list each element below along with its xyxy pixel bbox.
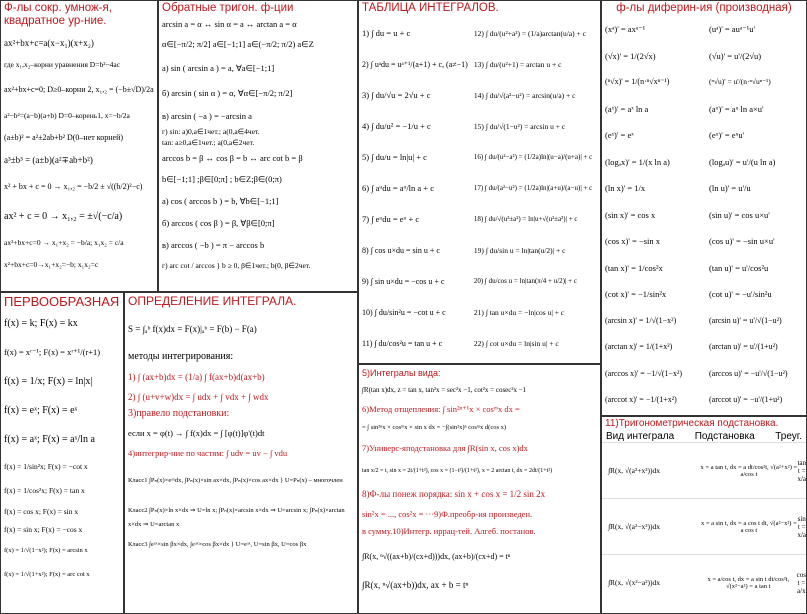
formula-list <box>1 311 123 587</box>
column-header: Вид интеграла <box>606 431 675 442</box>
formula-line: ∫R(x, ⁿ√(ax+b))dx, ax + b = tⁿ <box>362 580 469 590</box>
derivative-formula: (xᵃ)' = axᵃ⁻¹ <box>605 24 646 34</box>
formula-line: б) arccos ( cos β ) = β, ∀β∈[0;π] <box>162 218 275 228</box>
panel-title: ТАБЛИЦА ИНТЕГРАЛОВ. <box>362 2 499 14</box>
formula-list <box>125 310 357 552</box>
cell-substitution: x = a sin t, dx = a cos t dt, √(a²−x²) = a cos t <box>700 519 797 534</box>
derivative-formula: (ⁿ√u)' = u'/(n·ⁿ√uⁿ⁻¹) <box>709 77 771 86</box>
formula-line: если x = φ(t) → ∫ f(x)dx = ∫ [φ(t)]φ'(t)dt <box>128 428 265 438</box>
integral-formula: 8) ∫ cos u×du = sin u + c <box>362 246 440 255</box>
derivative-formula: (ln u)' = u'/u <box>709 183 751 193</box>
derivative-formula: (arcsin x)' = 1/√(1−x²) <box>605 315 677 325</box>
integral-column-right <box>471 18 600 359</box>
formula-line: a) cos ( arccos b ) = b, ∀b∈[−1;1] <box>162 196 279 206</box>
formula-line: f(x) = 1/x; F(x) = ln|x| <box>4 376 93 387</box>
panel-derivatives <box>601 0 807 416</box>
panel-title: ОПРЕДЕЛЕНИЕ ИНТЕГРАЛА. <box>128 294 297 308</box>
formula-line: Класс2 ∫Pₙ(x)×ln x×dx ⇒ U=ln x; ∫Pₙ(x)×arcsin x×dx ⇒ U=arcsin x; ∫Pₙ(x)×arctan x×dx ⇒ U=arctan x <box>128 507 345 528</box>
formula-line: (a±b)² = a²±2ab+b² D(0–нет корней) <box>4 133 124 142</box>
formula-line: arcsin a = α ↔ sin α = a ↔ arctan a = α <box>162 19 297 29</box>
formula-line: б) arcsin ( sin α ) = α, ∀α∈[−π/2; π/2] <box>162 88 293 98</box>
formula-line: 2) ∫ (u+v+w)dx = ∫ udx + ∫ vdx + ∫ wdx <box>128 392 269 402</box>
derivative-formula: (arctan u)' = u'/(1+u²) <box>709 342 778 351</box>
integral-formula: 7) ∫ eᵘdu = eᵘ + c <box>362 214 420 224</box>
panel-title: Ф-лы сокр. умнож-я, квадратное ур-ние. <box>4 2 112 27</box>
formula-list <box>159 16 357 276</box>
formula-line: ax²+bx+c=0; D≥0–корни 2, x₁,₂ = (−b±√D)/2a <box>4 85 154 94</box>
derivative-formula: (aᵘ)' = aᵘ ln a×u' <box>709 103 764 114</box>
derivative-formula: (eˣ)' = eˣ <box>605 130 634 140</box>
formula-line: f(x) = aˣ; F(x) = aˣ/ln a <box>4 434 95 445</box>
integral-formula: 16) ∫ du/(u²−a²) = (1/2a)ln|(u−a)/(u+a)| + c <box>473 153 593 161</box>
panel-trig-substitution <box>601 416 807 614</box>
formula-line: 4)интегрир-ние по частям: ∫ udv = uv − ∫ vdu <box>128 448 288 458</box>
formula-line: f(x) = 1/√(1−x²); F(x) = arcsin x <box>4 547 88 554</box>
derivative-formula: (cot x)' = −1/sin²x <box>605 289 667 299</box>
derivative-formula: (uᵃ)' = auᵃ⁻¹u' <box>709 24 755 34</box>
formula-line: f(x) = 1/sin²x; F(x) = −cot x <box>4 462 88 471</box>
formula-line: b∈[−1;1] ;β∈[0;π] ; b∈Z;β∈(0;π) <box>162 174 282 184</box>
derivative-formula: (arccot u)' = −u'/(1+u²) <box>709 395 783 404</box>
panel-title: 11)Тригонометрическая подстановка. <box>605 418 779 429</box>
formula-line: Класс1 ∫Pₙ(x)×eᵃˣdx, ∫Pₙ(x)×sin ax×dx, ∫Pₙ(x)×cos ax×dx } U=Pₙ(x) – многочлен <box>128 477 343 484</box>
formula-line: f(x) = 1/cos²x; F(x) = tan x <box>4 486 85 495</box>
derivative-formula: (arccos u)' = −u'/√(1−u²) <box>709 368 788 378</box>
formula-line: x²+bx+c=0→x₁+x₂=−b; x₁x₂=c <box>4 260 99 269</box>
integral-formula: 6) ∫ aᵘdu = aᵘ/ln a + c <box>362 183 435 193</box>
derivative-formula: (aˣ)' = aˣ ln a <box>605 103 649 114</box>
formula-line: ∫R(x, ⁿ√((ax+b)/(cx+d)))dx, (ax+b)/(cx+d) = tⁿ <box>362 552 511 561</box>
derivative-formula: (cos x)' = −sin x <box>605 236 661 246</box>
column-header: Треуг. <box>775 431 802 442</box>
formula-line: S = ∫ₐᵇ f(x)dx = F(x)|ₐᵇ = F(b) − F(a) <box>128 324 257 334</box>
formula-line: tan x/2 = t, sin x = 2t/(1+t²), cos x = (1−t²)/(1+t²), x = 2 arctan t, dx = 2dt/(1+t²) <box>362 468 553 474</box>
formula-line: Класс3 ∫eᵃˣ×sin βx×dx, ∫eᵃˣ×cos βx×dx } U=eᵃˣ, U=sin βx, U=cos βx <box>128 541 307 548</box>
formula-list <box>1 33 157 276</box>
panel-inverse-trig <box>158 0 358 292</box>
integral-formula: 11) ∫ du/cos²u = tan u + c <box>362 339 443 348</box>
integral-formula: 15) ∫ du/√(1−u²) = arcsin u + c <box>473 122 566 131</box>
formula-line: tan: a≥0,a∈1чет.; a(0,a∈2чет. <box>162 138 255 147</box>
formula-line: f(x) = 1/√(1+x²); F(x) = arc cot x <box>4 571 90 578</box>
formula-line: a³±b³ = (a±b)(a²∓ab+b²) <box>4 155 93 165</box>
derivative-formula: (arccos x)' = −1/√(1−x²) <box>605 368 683 378</box>
derivative-column-left <box>602 16 706 414</box>
panel-antiderivative <box>0 292 124 614</box>
cell-integral: ∫R(x, √(a²−x²))dx <box>608 522 660 531</box>
cell-triangle: cos t = a/x <box>796 570 806 595</box>
formula-line: f(x) = xʳ⁻¹; F(x) = xʳ⁺¹/(r+1) <box>4 347 101 357</box>
integral-formula: 13) ∫ du/(u²+1) = arctan u + c <box>473 60 562 69</box>
panel-title: ПЕРВООБРАЗНАЯ <box>4 294 120 309</box>
formula-line: ax² + c = 0 → x₁,₂ = ±√(−c/a) <box>4 211 123 222</box>
formula-line: где x₁,x₂–корни уравнения D=b²−4ac <box>4 60 121 69</box>
formula-line: 3)правело подстановки: <box>128 408 230 419</box>
formula-line: arccos b = β ↔ cos β = b ↔ arc cot b = β <box>162 153 303 163</box>
derivative-columns <box>602 16 806 414</box>
cell-triangle: sin t = x/a <box>797 514 806 539</box>
integral-formula: 5) ∫ du/u = ln|u| + c <box>362 152 427 162</box>
formula-line: методы интегрирования: <box>128 351 234 362</box>
formula-line: 7)Универс-яподстановка для ∫R(sin x, cos x)dx <box>362 443 528 453</box>
integral-formula: 3) ∫ du/√u = 2√u + c <box>362 90 431 100</box>
formula-line: 1) ∫ (ax+b)dx = (1/a) ∫ f(ax+b)d(ax+b) <box>128 372 265 382</box>
formula-line: 5)Интегралы вида: <box>362 368 441 378</box>
cell-integral: ∫R(x, √(x²−a²))dx <box>608 578 660 587</box>
formula-line: 8)Ф-лы понеж порядка: sin x + cos x = 1/2 sin 2x <box>362 489 546 499</box>
cell-integral: ∫R(x, √(a²+x²))dx <box>608 466 660 475</box>
table-row <box>602 442 806 498</box>
derivative-formula: (arcsin u)' = u'/√(1−u²) <box>709 315 782 325</box>
formula-line: ax²+bx+c=0 → x₁+x₂ = −b/a; x₁x₂ = c/a <box>4 238 124 247</box>
derivative-formula: (sin u)' = cos u×u' <box>709 209 770 220</box>
derivative-formula: (ⁿ√x)' = 1/(n·ⁿ√xⁿ⁻¹) <box>605 77 670 86</box>
cell-substitution: x = a/cos t, dx = a sin t dt/cos²t, √(x²−a²) = a tan t <box>707 575 790 590</box>
formula-line: x² + bx + c = 0 → x₁,₂ = −b/2 ± √((b/2)²−c) <box>4 182 143 191</box>
formula-line: г) sin: a)0,a∈1чет.; a(0,a∈4чет. <box>162 127 260 136</box>
derivative-formula: (cot u)' = −u'/sin²u <box>709 289 772 299</box>
integral-formula: 14) ∫ du/√(a²−u²) = arcsin(u/a) + c <box>473 91 576 100</box>
formula-line: в) arcsin ( −a ) = −arcsin a <box>162 111 252 121</box>
derivative-formula: (logₐx)' = 1/(x ln a) <box>605 156 670 167</box>
derivative-formula: (tan x)' = 1/cos²x <box>605 262 663 273</box>
formula-line: a) sin ( arcsin a ) = a, ∀a∈[−1;1] <box>162 63 275 73</box>
derivative-formula: (arctan x)' = 1/(1+x²) <box>605 342 673 351</box>
derivative-formula: (cos u)' = −sin u×u' <box>709 236 775 246</box>
panel-title: Обратные тригон. ф-ции <box>162 2 294 14</box>
formula-line: в) arccos ( −b ) = π − arccos b <box>162 240 265 250</box>
panel-mult-formulas <box>0 0 158 292</box>
panel-integral-definition <box>124 292 358 614</box>
derivative-formula: (eᵘ)' = eᵘu' <box>709 130 745 140</box>
panel-title: ф-лы диферин-ия (производная) <box>616 2 792 14</box>
derivative-formula: (√x)' = 1/(2√x) <box>605 50 656 61</box>
formula-line: f(x) = cos x; F(x) = sin x <box>4 507 79 516</box>
panel-integral-kinds <box>358 364 601 614</box>
derivative-formula: (arccot x)' = −1/(1+x²) <box>605 395 677 404</box>
cell-triangle: tan t = x/a <box>797 458 806 483</box>
formula-list <box>359 365 600 595</box>
formula-line: f(x) = eˣ; F(x) = eˣ <box>4 405 78 416</box>
integral-formula: 12) ∫ du/(u²+a²) = (1/a)arctan(u/a) + c <box>473 29 586 38</box>
derivative-formula: (ln x)' = 1/x <box>605 183 646 193</box>
formula-line: ∫R(tan x)dx, z = tan x, tan²x = sec²x −1, cot²x = cosec²x −1 <box>362 386 527 394</box>
integral-formula: 21) ∫ tan u×du = −ln|cos u| + c <box>473 308 565 317</box>
derivative-formula: (tan u)' = u'/cos²u <box>709 262 769 273</box>
integral-column-left <box>359 18 471 359</box>
formula-line: f(x) = k; F(x) = kx <box>4 318 78 329</box>
integral-formula: 17) ∫ du/(a²−u²) = (1/2a)ln|(a+u)/(a−u)| + c <box>473 184 593 192</box>
derivative-formula: (logₐu)' = u'/(u ln a) <box>709 156 776 167</box>
integral-formula: 19) ∫ du/sin u = ln|tan(u/2)| + c <box>473 246 566 255</box>
integral-columns <box>359 18 600 359</box>
formula-line: ax²+bx+c=a(x−x₁)(x+x₂) <box>4 38 94 48</box>
derivative-column-right <box>706 16 806 414</box>
column-header: Подстановка <box>694 431 755 442</box>
formula-line: f(x) = sin x; F(x) = −cos x <box>4 525 83 534</box>
integral-formula: 18) ∫ du/√(u²±a²) = ln|u+√(u²±a²)| + c <box>473 215 578 223</box>
integral-formula: 9) ∫ sin u×du = −cos u + c <box>362 277 445 286</box>
formula-line: 6)Метод отщепления: ∫ sin²ⁿ⁺¹x × cosᵐx dx = <box>362 404 520 414</box>
formula-line: г) arc cot / arccos } b ≥ 0, β∈1чет.; b(0, β∈2чет. <box>162 261 311 270</box>
integral-formula: 1) ∫ du = u + c <box>362 28 411 38</box>
formula-line: a²−b²=(a−b)(a+b) D=0–корень1, x=−b/2a <box>4 111 130 120</box>
integral-formula: 22) ∫ cot u×du = ln|sin u| + c <box>473 339 559 348</box>
cell-substitution: x = a tan t, dx = a dt/cos²t, √(a²+x²) = a/cos t <box>700 463 798 478</box>
panel-integral-table <box>358 0 601 364</box>
integral-formula: 2) ∫ uᵃdu = uᵃ⁺¹/(a+1) + c, (a≠−1) <box>362 60 468 69</box>
table-row <box>602 498 806 554</box>
derivative-formula: (√u)' = u'/(2√u) <box>709 50 762 61</box>
integral-formula: 10) ∫ du/sin²u = −cot u + c <box>362 308 446 317</box>
table-header <box>602 431 806 442</box>
formula-line: = ∫ sin²ⁿx × cosᵐx × sin x dx = −∫(sin²x)ⁿ cosᵐx d(cos x) <box>362 424 507 431</box>
formula-line: в сумму.10)Интегр. иррац-тей. Алгеб. постанов. <box>362 526 536 536</box>
formula-line: sin²x = ..., cos²x = ···9)Ф.преобр-ия произведен. <box>362 509 533 519</box>
derivative-formula: (sin x)' = cos x <box>605 209 656 220</box>
integral-formula: 20) ∫ du/cos u = ln|tan(π/4 + u/2)| + c <box>473 277 577 285</box>
table-row <box>602 554 806 610</box>
formula-line: α∈[−π/2; π/2] a∈[−1;1] a∈(−π/2; π/2) a∈Z <box>162 39 314 49</box>
integral-formula: 4) ∫ du/u² = −1/u + c <box>362 121 431 131</box>
